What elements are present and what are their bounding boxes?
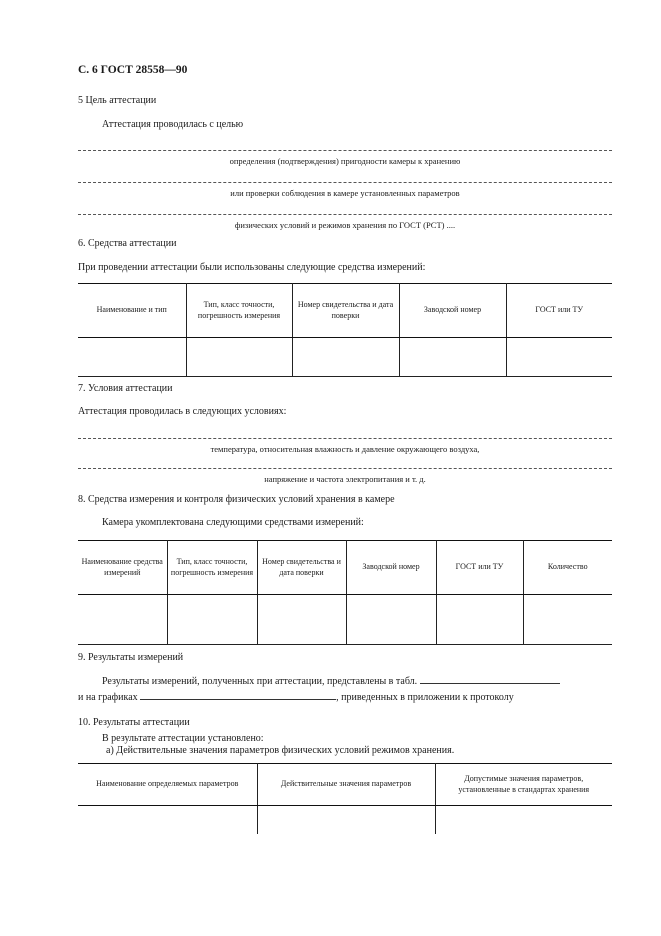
section-9-title: 9. Результаты измерений: [78, 652, 184, 663]
table-cell[interactable]: [292, 338, 399, 377]
table-cell[interactable]: [78, 806, 257, 834]
column-header: Количество: [523, 541, 612, 595]
results-text: Результаты измерений, полученных при аттестации, представлены в табл.: [102, 676, 418, 687]
table-cell[interactable]: [257, 595, 346, 645]
section-7-caption-2: напряжение и частота электропитания и т. д.: [264, 474, 426, 484]
table-cell[interactable]: [399, 338, 506, 377]
fill-line: [78, 182, 612, 183]
results-table: [78, 763, 612, 834]
section-10-intro: В результате аттестации установлено:: [102, 733, 264, 744]
table-cell[interactable]: [257, 806, 435, 834]
section-8-title: 8. Средства измерения и контроля физических условий хранения в камере: [78, 494, 395, 505]
graphs-field[interactable]: [140, 691, 336, 700]
table-row: [78, 806, 612, 834]
section-5-caption-2: или проверки соблюдения в камере установленных параметров: [230, 188, 460, 198]
section-7-caption-1: температура, относительная влажность и давление окружающего воздуха,: [210, 444, 480, 454]
fill-line: [78, 468, 612, 469]
section-5-title: 5 Цель аттестации: [78, 95, 157, 106]
column-header: Наименование определяемых параметров: [78, 764, 257, 806]
camera-instruments-table: [78, 540, 612, 645]
column-header: Действительные значения параметров: [257, 764, 435, 806]
table-row: [78, 595, 612, 645]
column-header: Допустимые значения параметров, установленные в стандартах хранения: [435, 764, 612, 806]
column-header: Номер свидетельства и дата поверки: [257, 541, 346, 595]
section-8-intro: Камера укомплектована следующими средствами измерений:: [102, 517, 364, 528]
section-5-caption-1: определения (подтверждения) пригодности камеры к хранению: [229, 156, 461, 166]
column-header: Номер свидетельства и дата поверки: [292, 284, 399, 338]
column-header: Тип, класс точности, погрешность измерения: [186, 284, 292, 338]
section-10-title: 10. Результаты аттестации: [78, 717, 190, 728]
section-7-intro: Аттестация проводилась в следующих условиях:: [78, 406, 287, 417]
page-header: С. 6 ГОСТ 28558—90: [78, 64, 188, 76]
column-header: Заводской номер: [399, 284, 506, 338]
table-cell[interactable]: [435, 806, 612, 834]
table-row: [78, 338, 612, 377]
column-header: ГОСТ или ТУ: [506, 284, 612, 338]
table-cell[interactable]: [346, 595, 436, 645]
section-6-title: 6. Средства аттестации: [78, 238, 177, 249]
fill-line: [78, 150, 612, 151]
section-10-item-a: а) Действительные значения параметров физических условий режимов хранения.: [106, 745, 455, 756]
section-9-line-2: [78, 691, 514, 703]
column-header: Тип, класс точности, погрешность измерения: [167, 541, 257, 595]
fill-line: [78, 214, 612, 215]
section-7-title: 7. Условия аттестации: [78, 383, 173, 394]
fill-line: [78, 438, 612, 439]
graphs-text: и на графиках: [78, 692, 138, 703]
section-6-intro: При проведении аттестации были использованы следующие средства измерений:: [78, 262, 426, 273]
table-cell[interactable]: [436, 595, 523, 645]
table-cell[interactable]: [78, 338, 186, 377]
section-5-intro: Аттестация проводилась с целью: [102, 119, 244, 130]
appendix-text: , приведенных в приложении к протоколу: [336, 692, 514, 703]
column-header: ГОСТ или ТУ: [436, 541, 523, 595]
table-cell[interactable]: [523, 595, 612, 645]
table-cell[interactable]: [78, 595, 167, 645]
table-cell[interactable]: [506, 338, 612, 377]
table-cell[interactable]: [186, 338, 292, 377]
section-9-line-1: [102, 675, 560, 687]
column-header: Наименование средства измерений: [78, 541, 167, 595]
column-header: Заводской номер: [346, 541, 436, 595]
table-cell[interactable]: [167, 595, 257, 645]
section-5-caption-3: физических условий и режимов хранения по ГОСТ (РСТ) ....: [234, 220, 456, 230]
column-header: Наименование и тип: [78, 284, 186, 338]
measurement-tools-table: [78, 283, 612, 377]
table-number-field[interactable]: [420, 675, 560, 684]
